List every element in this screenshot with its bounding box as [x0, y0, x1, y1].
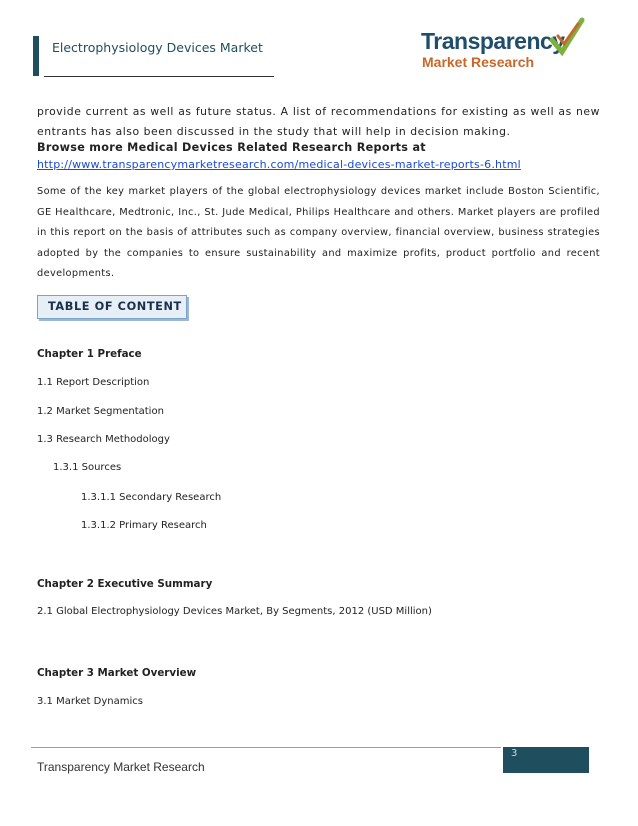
page-number: 3 [511, 748, 518, 759]
market-players-paragraph: Some of the key market players of the global electrophysiology devices market include Boston Scientific, GE Healthcare, Medtronic, Inc., St. Jude Medical, Philips Healthcare and others. Market players are profiled in this report on the basis of attributes such as company overview, financial overview, business strategies adopted by the companies to ensure sustainability and maximize profits, product portfolio and recent developments. [37, 186, 600, 279]
toc-chapter-1: Chapter 1 Preface [37, 348, 142, 360]
logo-checkmark-icon [548, 16, 588, 60]
table-of-content-button: TABLE OF CONTENT [37, 295, 187, 319]
footer-divider [31, 747, 501, 748]
logo-text-secondary: Market Research [422, 54, 535, 70]
toc-item-1-2: 1.2 Market Segmentation [37, 406, 164, 417]
page-header-title: Electrophysiology Devices Market [52, 40, 263, 55]
toc-chapter-3: Chapter 3 Market Overview [37, 667, 197, 679]
footer-company-name: Transparency Market Research [37, 760, 205, 774]
toc-chapter-2: Chapter 2 Executive Summary [37, 578, 213, 590]
browse-heading: Browse more Medical Devices Related Research Reports at [37, 141, 426, 154]
company-logo [413, 16, 593, 72]
toc-item-3-1: 3.1 Market Dynamics [37, 696, 143, 707]
header-divider [44, 76, 274, 77]
logo-text-primary: Transparency [421, 28, 565, 54]
toc-item-1-3: 1.3 Research Methodology [37, 434, 170, 445]
reports-link[interactable]: http://www.transparencymarketresearch.com/medical-devices-market-reports-6.html [37, 158, 521, 171]
intro-paragraph: provide current as well as future status. A list of recommendations for existing as well as new entrants has also been discussed in the study that will help in decision making. [37, 105, 600, 138]
toc-item-1-1: 1.1 Report Description [37, 377, 150, 388]
toc-item-1-3-1-2: 1.3.1.2 Primary Research [81, 520, 207, 531]
toc-item-1-3-1-1: 1.3.1.1 Secondary Research [81, 492, 222, 503]
toc-item-2-1: 2.1 Global Electrophysiology Devices Market, By Segments, 2012 (USD Million) [37, 606, 432, 617]
header-accent-bar [33, 36, 39, 76]
toc-item-1-3-1: 1.3.1 Sources [53, 462, 122, 473]
